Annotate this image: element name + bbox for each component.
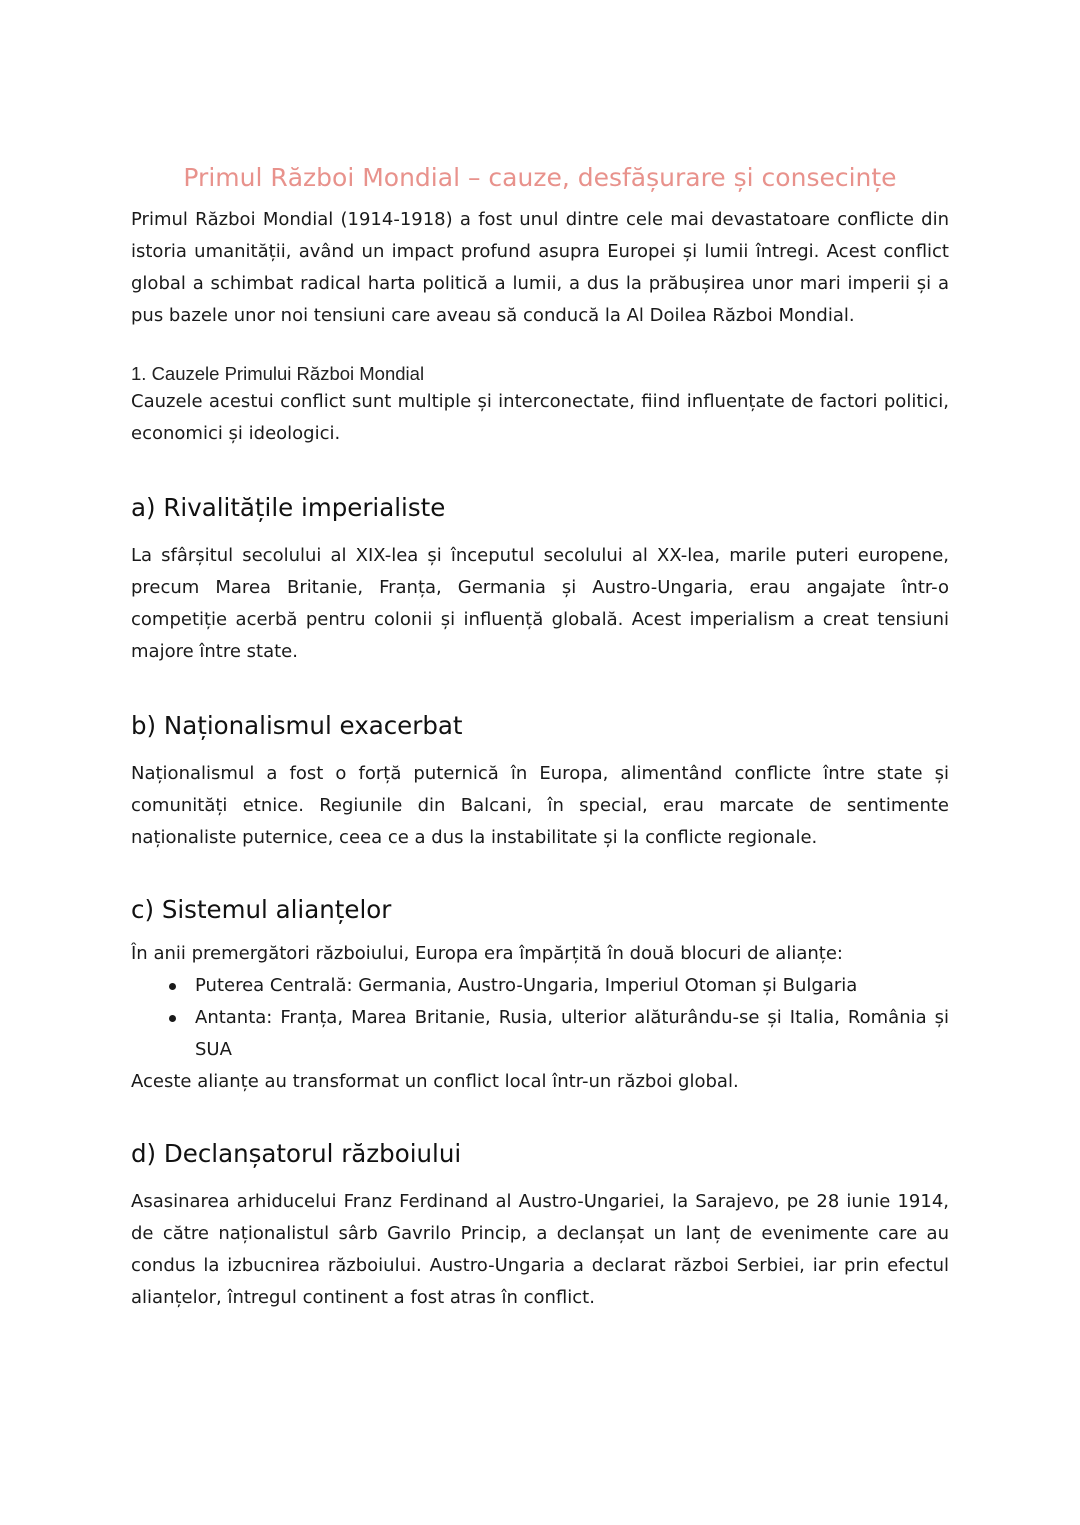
- imperial-rivalries-paragraph: La sfârșitul secolului al XIX-lea și începutul secolului al XX-lea, marile puteri europene, precum Marea Britanie, Franța, Germania și Austro-Ungaria, erau angajate într-o competiție acerbă pentru colonii și influență globală. Acest imperialism a creat tensiuni majore între state.: [131, 545, 949, 662]
- bullet-icon: [169, 1015, 176, 1022]
- document-title: Primul Război Mondial – cauze, desfășurare și consecințe: [183, 163, 897, 192]
- document-page: [131, 160, 949, 1314]
- section-causes-paragraph: Cauzele acestui conflict sunt multiple și interconectate, fiind influențate de factori politici, economici și ideologici.: [131, 391, 949, 444]
- list-item: [131, 970, 949, 1002]
- alliances-intro: În anii premergători războiului, Europa era împărțită în două blocuri de alianțe:: [131, 943, 843, 964]
- alliances-list: [131, 970, 949, 1066]
- subheading-imperial-rivalries: a) Rivalitățile imperialiste: [131, 493, 446, 522]
- list-item-text: Antanta: Franța, Marea Britanie, Rusia, ulterior alăturându-se și Italia, România și SUA: [195, 1007, 949, 1060]
- list-item: [131, 1002, 949, 1066]
- alliances-outro: Aceste alianțe au transformat un conflict local într-un război global.: [131, 1071, 739, 1092]
- section-heading-causes: 1. Cauzele Primului Război Mondial: [131, 363, 425, 384]
- subheading-trigger: d) Declanșatorul războiului: [131, 1139, 462, 1168]
- nationalism-paragraph: Naționalismul a fost o forță puternică în Europa, alimentând conflicte între state și comunități etnice. Regiunile din Balcani, în special, erau marcate de sentimente naționaliste puternice, ceea ce a dus la instabilitate și la conflicte regionale.: [131, 763, 949, 848]
- list-item-text: Puterea Centrală: Germania, Austro-Ungaria, Imperiul Otoman și Bulgaria: [195, 975, 858, 996]
- subheading-alliances: c) Sistemul alianțelor: [131, 895, 392, 924]
- bullet-icon: [169, 983, 176, 990]
- subheading-nationalism: b) Naționalismul exacerbat: [131, 711, 463, 740]
- intro-paragraph: Primul Război Mondial (1914-1918) a fost unul dintre cele mai devastatoare conflicte din istoria umanității, având un impact profund asupra Europei și lumii întregi. Acest conflict global a schimbat radical harta politică a lumii, a dus la prăbușirea unor mari imperii și a pus bazele unor noi tensiuni care aveau să conducă la Al Doilea Război Mondial.: [131, 209, 949, 326]
- trigger-paragraph: Asasinarea arhiducelui Franz Ferdinand al Austro-Ungariei, la Sarajevo, pe 28 iunie 1914, de către naționalistul sârb Gavrilo Princip, a declanșat un lanț de evenimente care au condus la izbucnirea războiului. Austro-Ungaria a declarat război Serbiei, iar prin efectul alianțelor, întregul continent a fost atras în conflict.: [131, 1191, 949, 1308]
